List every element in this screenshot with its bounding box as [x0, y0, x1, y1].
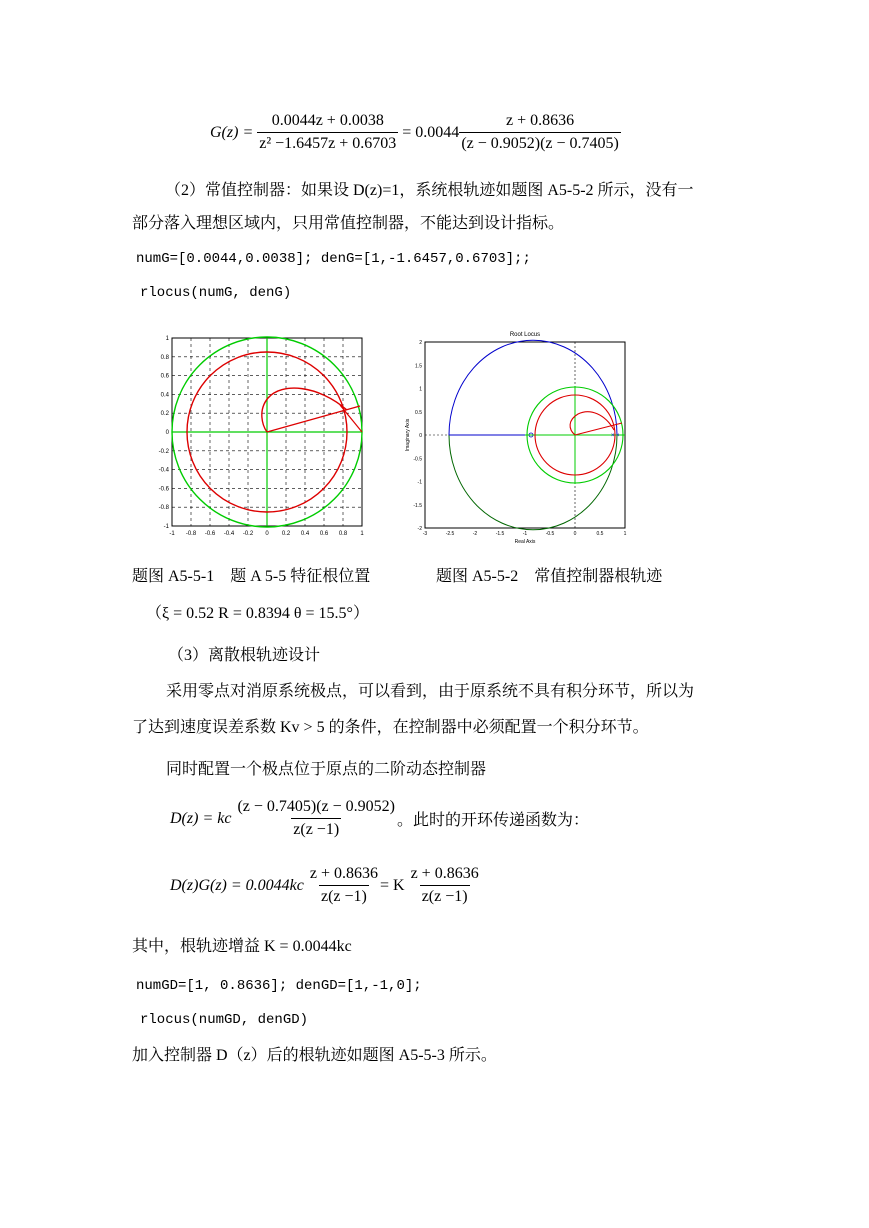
code-line-4: rlocus(numGD, denGD): [140, 1012, 309, 1028]
fig1-ytick-label: -0.6: [158, 486, 169, 493]
fig2-xtick-label: 0.5: [596, 531, 604, 537]
code-line-1: numG=[0.0044,0.0038]; denG=[1,-1.6457,0.6703];;: [136, 251, 531, 267]
fig1-xtick-label: -0.2: [242, 531, 254, 537]
fig2-ytick-label: -1.5: [413, 502, 422, 509]
fig1-ytick-label: 0.6: [160, 373, 169, 380]
dgz-fraction-1: [308, 865, 380, 906]
code-line-3: numGD=[1, 0.8636]; denGD=[1,-1,0];: [136, 978, 422, 994]
fig2-xtick-label: -1: [522, 531, 528, 537]
equation-dz: [170, 798, 589, 839]
dz-lhs: D(z) = kc: [170, 809, 232, 827]
dz-fraction: [235, 798, 397, 839]
dgz-lhs: D(z)G(z) = 0.0044kc: [170, 876, 304, 894]
fig1-ytick-label: -0.4: [158, 467, 169, 474]
caption-params: （ξ = 0.52 R = 0.8394 θ = 15.5°）: [146, 605, 369, 622]
fig1-xtick-label: 0.2: [281, 531, 291, 537]
fig2-xtick-label: -0.5: [545, 531, 555, 537]
fig1-ytick-label: -0.8: [158, 505, 169, 512]
paragraph-4: 其中，根轨迹增益 K = 0.0044kc: [132, 938, 352, 955]
fig2-ytick-label: 0.5: [415, 409, 422, 416]
dgz-denominator-2: z(z −1): [420, 885, 470, 906]
gz-fraction-1: [257, 112, 398, 153]
fig2-ytick-label: 1: [419, 386, 422, 393]
fig2-ytick-label: 1.5: [415, 363, 422, 370]
gz-numerator-2: z + 0.8636: [506, 112, 575, 129]
fig2-ytick-label: 2: [419, 340, 422, 346]
fig1-xtick-label: -1: [169, 531, 175, 537]
caption-figure-2: 题图 A5-5-2 常值控制器根轨迹: [436, 568, 663, 585]
figure-characteristic-roots: [150, 330, 380, 542]
fig1-ytick-label: 0.4: [160, 392, 169, 399]
code-line-2: rlocus(numG, denG): [140, 285, 292, 301]
fig2-title: Root Locus: [509, 332, 541, 338]
fig1-xtick-label: -0.8: [185, 531, 197, 537]
fig1-xtick-label: 0.4: [300, 531, 310, 537]
fig2-xtick-label: -3: [422, 531, 428, 537]
fig2-xtick-label: -2.5: [445, 531, 455, 537]
gz-mid: = 0.0044: [402, 123, 460, 141]
fig2-ylabel: Imaginary Axis: [405, 418, 411, 452]
fig1-ytick-label: -0.2: [158, 448, 169, 455]
dgz-mid: = K: [380, 876, 405, 894]
fig1-xtick-label: 0.6: [319, 531, 329, 537]
fig1-xtick-label: -0.4: [223, 531, 235, 537]
figure-root-locus: [400, 326, 632, 548]
paragraph-1-line-2: 部分落入理想区域内，只用常值控制器，不能达到设计指标。: [132, 215, 565, 232]
gz-denominator-1: z² −1.6457z + 0.6703: [257, 132, 398, 153]
gz-fraction-2: [459, 112, 621, 153]
fig2-ytick-label: -0.5: [413, 456, 422, 463]
fig2-xtick-label: 0: [573, 531, 577, 537]
equation-gz: [210, 112, 621, 153]
dz-numerator: (z − 0.7405)(z − 0.9052): [237, 798, 395, 815]
dgz-numerator-2: z + 0.8636: [410, 865, 479, 882]
paragraph-3: 同时配置一个极点位于原点的二阶动态控制器: [166, 761, 487, 778]
fig2-xtick-label: -2: [472, 531, 478, 537]
dgz-fraction-2: [409, 865, 481, 906]
fig2-ytick-label: -1: [417, 479, 422, 486]
dgz-numerator-1: z + 0.8636: [309, 865, 378, 882]
fig1-ytick-label: 0: [165, 430, 169, 436]
fig1-ytick-label: 1: [165, 336, 169, 342]
equation-dgz: [170, 865, 481, 906]
fig1-xtick-label: 0.8: [338, 531, 348, 537]
fig1-ytick-label: -1: [163, 524, 169, 530]
fig2-ytick-label: 0: [419, 433, 422, 439]
gz-lhs: G(z) =: [210, 123, 254, 141]
fig1-xtick-label: 1: [360, 531, 364, 537]
fig2-ytick-label: -2: [417, 526, 422, 532]
fig1-xtick-label: 0: [265, 531, 269, 537]
fig2-pole-marker-1: ×: [611, 433, 615, 439]
section-3-title: （3）离散根轨迹设计: [168, 647, 321, 664]
dgz-denominator-1: z(z −1): [319, 885, 369, 906]
fig2-xtick-label: 1: [623, 531, 627, 537]
dz-denominator: z(z −1): [291, 818, 341, 839]
paragraph-1-line-1: （2）常值控制器：如果设 D(z)=1，系统根轨迹如题图 A5-5-2 所示，没有一: [165, 182, 694, 199]
paragraph-2-line-1: 采用零点对消原系统极点，可以看到，由于原系统不具有积分环节，所以为: [166, 683, 695, 700]
fig1-xtick-label: -0.6: [204, 531, 216, 537]
gz-numerator-1: 0.0044z + 0.0038: [271, 112, 384, 129]
fig1-ytick-label: 0.8: [160, 354, 169, 361]
fig2-xtick-label: -1.5: [495, 531, 505, 537]
fig1-ytick-label: 0.2: [160, 411, 169, 418]
fig2-xlabel: Real Axis: [514, 539, 536, 545]
fig2-pole-marker-2: ×: [616, 433, 620, 439]
dz-tail: 。此时的开环传递函数为：: [397, 812, 590, 829]
caption-figure-1: 题图 A5-5-1 题 A 5-5 特征根位置: [132, 568, 371, 585]
gz-denominator-2: (z − 0.9052)(z − 0.7405): [459, 132, 621, 153]
paragraph-5: 加入控制器 D（z）后的根轨迹如题图 A5-5-3 所示。: [132, 1047, 497, 1064]
paragraph-2-line-2: 了达到速度误差系数 Kv > 5 的条件，在控制器中必须配置一个积分环节。: [132, 719, 649, 736]
